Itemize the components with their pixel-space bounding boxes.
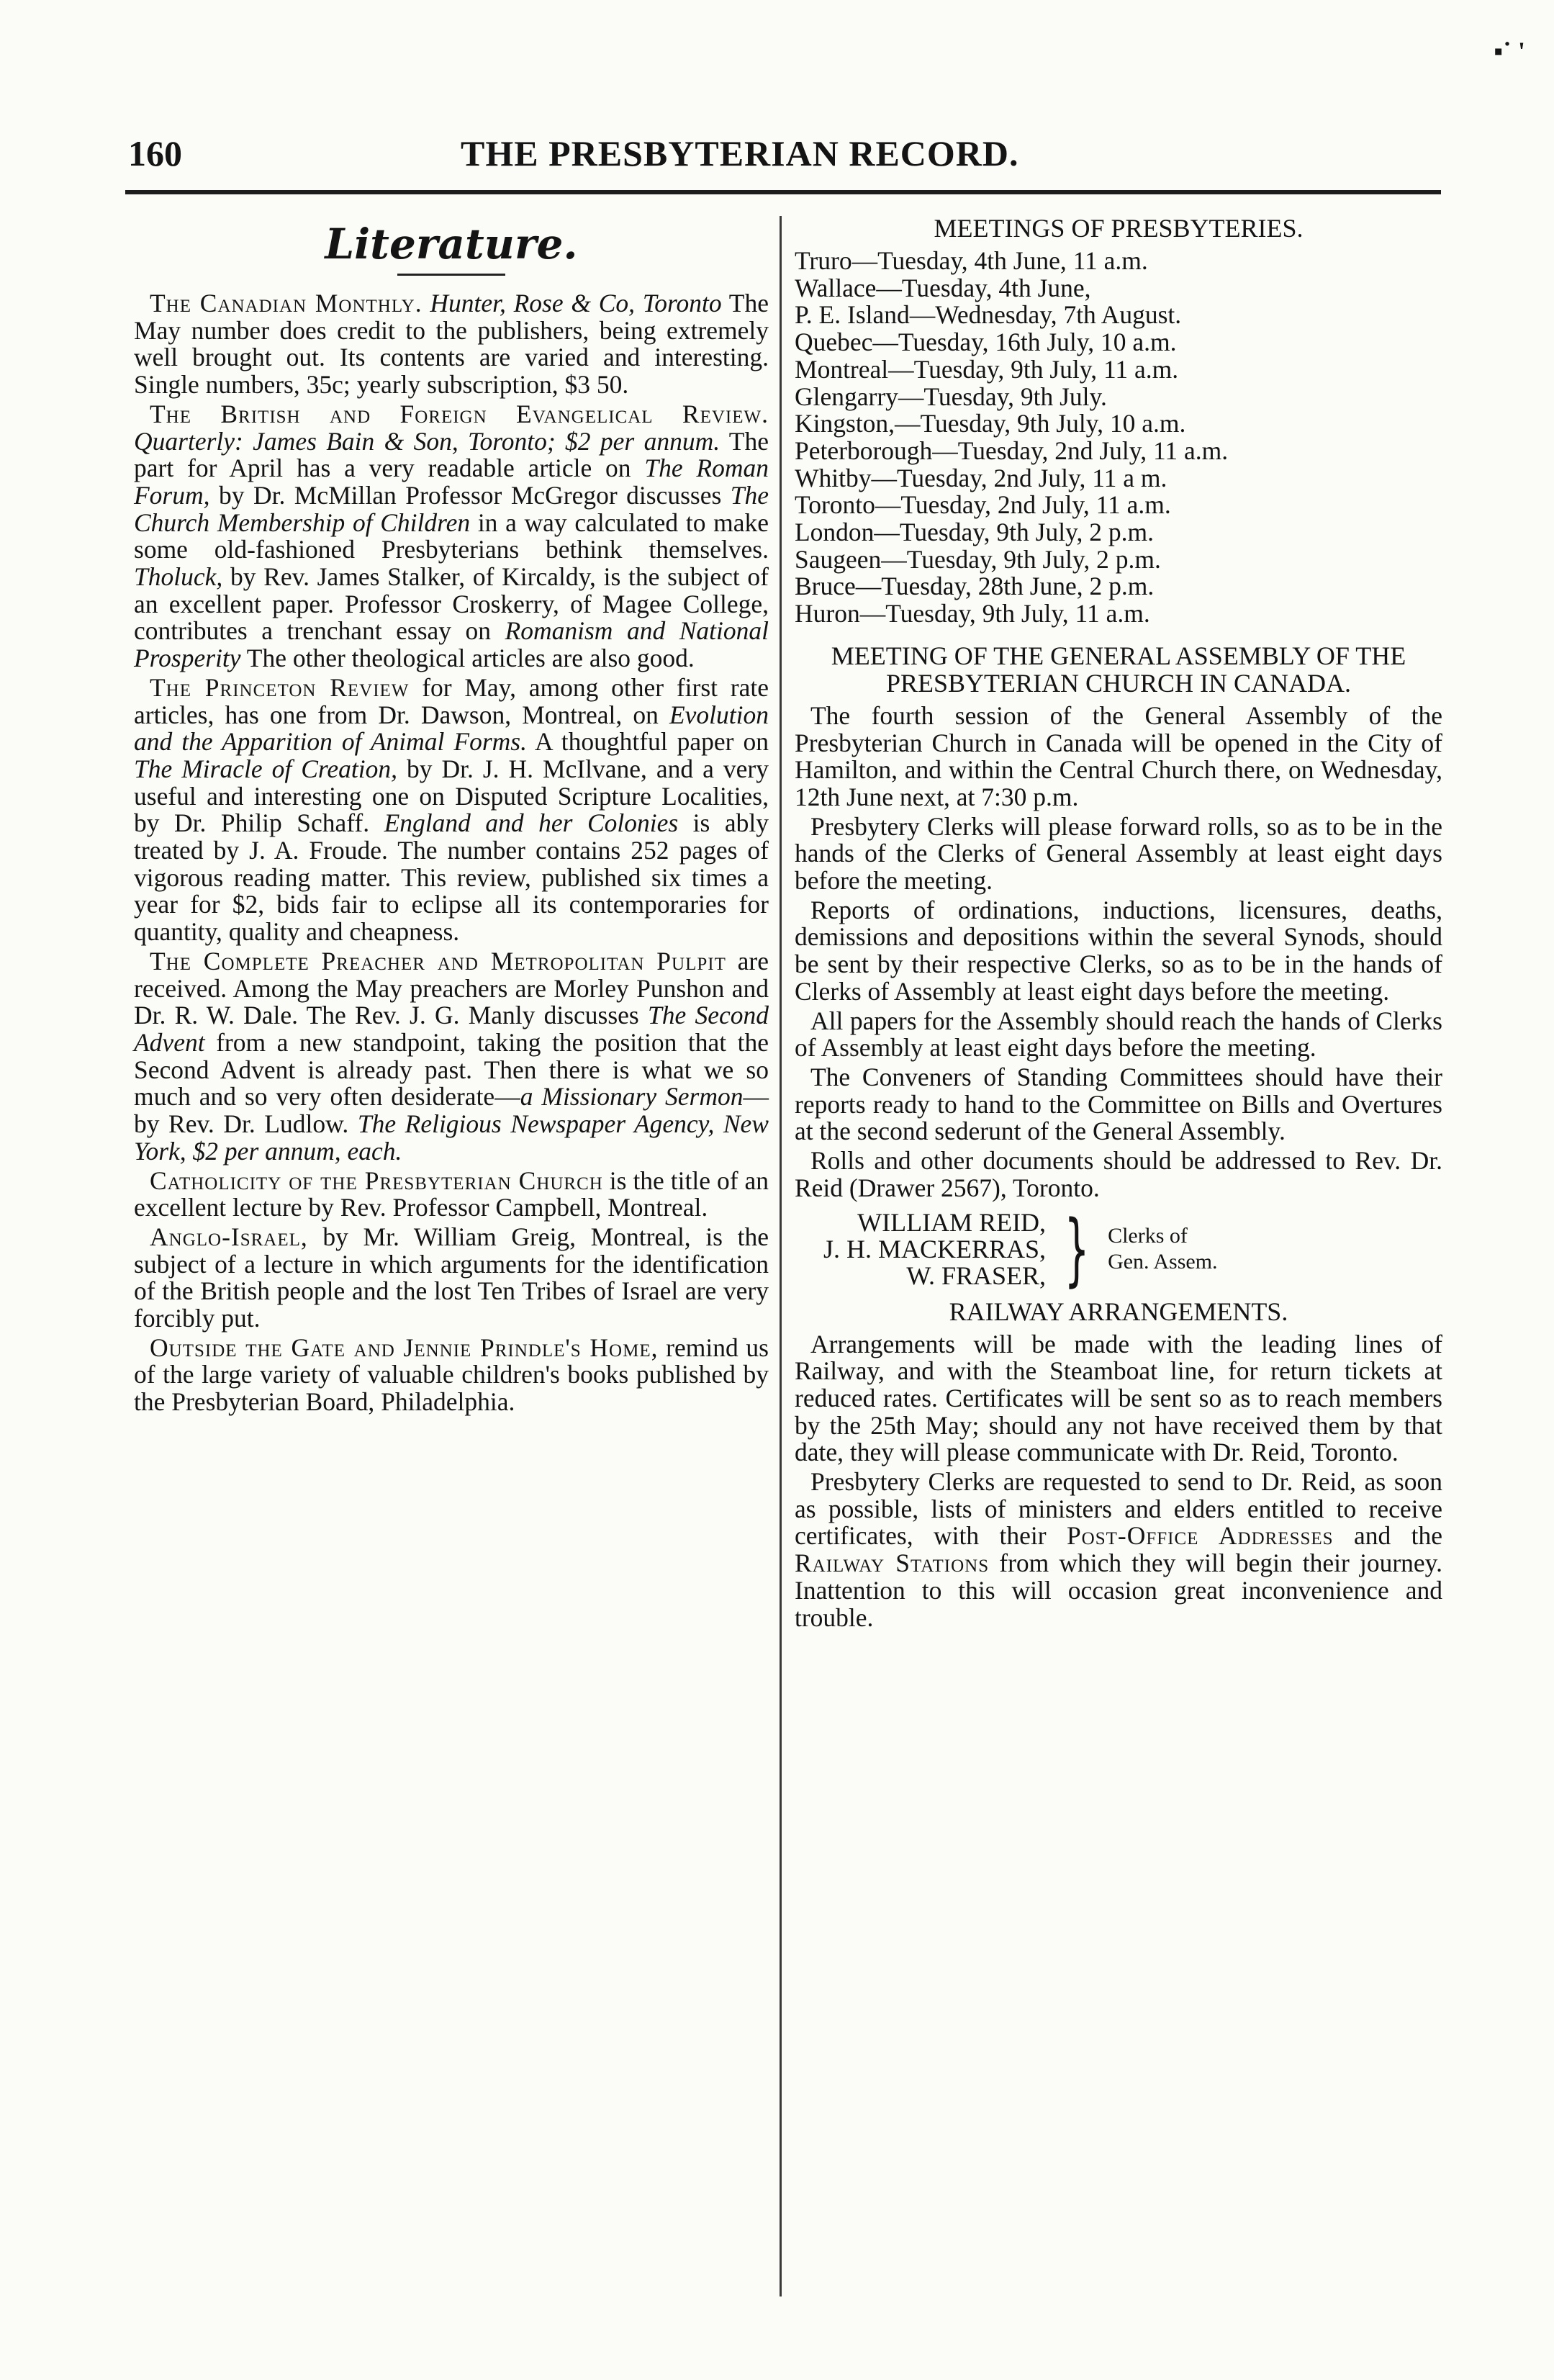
publisher: Quarterly: James Bain & Son, Toronto; $2 per annum.: [134, 426, 720, 456]
signature-block: [823, 1203, 1442, 1295]
railway-text: and the: [1333, 1521, 1442, 1551]
signer-names: [823, 1209, 1046, 1289]
railway-heading: RAILWAY ARRANGEMENTS.: [949, 1297, 1288, 1326]
review-text: is ably treated by J. A. Froude. The number contains 252 pages of vigorous reading matter. This review, published six times a year for $2, bids fair to eclipse all its contemporaries for quantity, quality and cheapness.: [134, 808, 769, 947]
list-item: Huron—Tuesday, 9th July, 11 a.m.: [795, 599, 1150, 628]
article-title: England and her Colonies: [384, 808, 679, 838]
list-item: Truro—Tuesday, 4th June, 11 a.m.: [795, 246, 1148, 275]
publication-name: Anglo-Israel,: [150, 1222, 308, 1251]
section-title: Literature.: [325, 220, 578, 269]
publication-name: The British and Foreign Evangelical Review.: [150, 399, 769, 428]
assembly-paragraph: Presbytery Clerks will please forward rolls, so as to be in the hands of the Clerks of General Assembly at least eight days before the meeting.: [795, 811, 1442, 896]
review-text: from a new standpoint, taking the position that the Second Advent is already past. Then there is what we so much and so very often desiderate—: [134, 1027, 769, 1112]
railway-text: Presbytery Clerks are requested to send to Dr. Reid, as soon as possible, lists of ministers and elders entitled to receive certificates, with their: [795, 1467, 1442, 1551]
review-text: The other theological articles are also good.: [240, 644, 695, 673]
article-title: The Religious Newspaper Agency, New York, $2 per annum, each.: [134, 1109, 769, 1166]
review-text: remind us of the large variety of valuable children's books published by the Presbyterian Board, Philadelphia.: [134, 1333, 769, 1417]
review-text: The May number does credit to the publishers, being extremely well brought out. Its contents are varied and interesting. Single numbers, 35c; yearly subscription, $3 50.: [134, 289, 769, 400]
ink-mark: ▪˙ ': [1494, 37, 1525, 66]
publication-name: Catholicity of the Presbyterian Church: [150, 1166, 603, 1195]
review-text: A thoughtful paper on: [526, 727, 769, 757]
article-title: The Second Advent: [134, 1001, 769, 1057]
article-title: Evolution and the Apparition of Animal Forms.: [134, 700, 769, 757]
page-number: 160: [128, 133, 182, 173]
publication-name: The Canadian Monthly.: [150, 289, 423, 317]
signer-name: J. H. MACKERRAS,: [823, 1234, 1047, 1263]
article-title: Romanism and National Prosperity: [134, 616, 769, 673]
review-text: by Rev. James Stalker, of Kircaldy, is the subject of an excellent paper. Professor Croskerry, of Magee College, contributes a trenchant essay on: [134, 562, 769, 646]
list-item: London—Tuesday, 9th July, 2 p.m.: [795, 518, 1154, 547]
list-item: Peterborough—Tuesday, 2nd July, 11 a.m.: [795, 436, 1229, 465]
publication-name: The Princeton Review: [150, 672, 410, 702]
list-item: Whitby—Tuesday, 2nd July, 11 a m.: [795, 463, 1167, 492]
review-text: by Mr. William Greig, Montreal, is the subject of a lecture in which arguments for the identification of the British people and the lost Ten Tribes of Israel are very forcibly put.: [134, 1222, 769, 1333]
signer-role-line: Gen. Assem.: [1108, 1250, 1218, 1274]
review-text: in a way calculated to make some old-fashioned Presbyterians bethink themselves.: [134, 508, 769, 564]
review-canadian-monthly: [134, 290, 769, 399]
title-rule: [397, 274, 505, 276]
list-item: Quebec—Tuesday, 16th July, 10 a.m.: [795, 328, 1177, 357]
review-text: The part for April has a very readable article on: [134, 426, 769, 483]
article-title: Tholuck,: [134, 562, 223, 592]
signer-name: W. FRASER,: [906, 1261, 1047, 1290]
list-item: P. E. Island—Wednesday, 7th August.: [795, 300, 1182, 330]
review-catholicity: [134, 1168, 769, 1222]
article-title: The Roman Forum,: [134, 454, 769, 510]
header-rule: [125, 190, 1441, 194]
review-text: by Dr. McMillan Professor McGregor discusses: [209, 480, 731, 510]
assembly-paragraph: The Conveners of Standing Committees should have their reports ready to hand to the Committee on Bills and Overtures at the second sederunt of the General Assembly.: [795, 1062, 1442, 1146]
brace-icon: }: [1064, 1203, 1090, 1295]
publication-name: Outside the Gate and Jennie Prindle's Home,: [150, 1333, 659, 1362]
assembly-paragraph: The fourth session of the General Assembly of the Presbyterian Church in Canada will be opened in the City of Hamilton, and within the Central Church there, on Wednesday, 12th June next, at 7:30 p.m.: [795, 700, 1442, 811]
review-anglo-israel: [134, 1224, 769, 1333]
article-title: The Church Membership of Children: [134, 480, 769, 537]
review-text: are received. Among the May preachers are Morley Punshon and Dr. R. W. Dale. The Rev. J. G. Manly discusses: [134, 946, 769, 1030]
publisher: Hunter, Rose & Co, Toronto: [430, 289, 722, 317]
review-text: is the title of an excellent lecture by Rev. Professor Campbell, Montreal.: [134, 1166, 769, 1222]
list-item: Kingston,—Tuesday, 9th July, 10 a.m.: [795, 409, 1186, 438]
review-text: by Dr. J. H. McIlvane, and a very useful and interesting one on Disputed Scripture Localities, by Dr. Philip Schaff.: [134, 754, 769, 838]
right-column: [795, 210, 1442, 1631]
running-title: THE PRESBYTERIAN RECORD.: [461, 133, 1019, 173]
list-item: Toronto—Tuesday, 2nd July, 11 a.m.: [795, 490, 1171, 520]
review-text: for May, among other first rate articles, has one from Dr. Dawson, Montreal, on: [134, 672, 769, 729]
list-item: Bruce—Tuesday, 28th June, 2 p.m.: [795, 572, 1155, 601]
review-outside-the-gate: [134, 1335, 769, 1416]
article-title: The Miracle of Creation,: [134, 754, 397, 783]
review-princeton: [134, 672, 769, 947]
review-complete-preacher: [134, 948, 769, 1166]
railway-paragraph: [795, 1469, 1442, 1631]
assembly-paragraph: Reports of ordinations, inductions, licensures, deaths, demissions and depositions within the several Synods, should be sent by their respective Clerks, so as to be in the hands of Clerks of Assembly at least eight days before the meeting.: [795, 895, 1442, 1006]
article-title: a Missionary Sermon: [520, 1082, 744, 1112]
review-british-foreign: [134, 401, 769, 672]
railway-text: from which they will begin their journey. Inattention to this will occasion great inconvenience and trouble.: [795, 1549, 1442, 1632]
list-item: Wallace—Tuesday, 4th June,: [795, 273, 1091, 302]
assembly-paragraph: All papers for the Assembly should reach the hands of Clerks of Assembly at least eight days before the meeting.: [795, 1006, 1442, 1063]
list-item: Montreal—Tuesday, 9th July, 11 a.m.: [795, 354, 1179, 384]
signer-role-line: Clerks of: [1108, 1224, 1188, 1248]
signer-role: [1108, 1223, 1218, 1275]
meetings-heading: MEETINGS OF PRESBYTERIES.: [934, 214, 1304, 243]
meetings-list: [795, 248, 1442, 628]
railway-paragraph: Arrangements will be made with the leading lines of Railway, and with the Steamboat line, for return tickets at reduced rates. Certificates will be sent so as to reach members by the 25th May; should any not have received them by that date, they will please communicate with Dr. Reid, Toronto.: [795, 1329, 1442, 1467]
column-divider: [780, 216, 782, 2296]
assembly-paragraph: Rolls and other documents should be addressed to Rev. Dr. Reid (Drawer 2567), Toronto.: [795, 1146, 1442, 1202]
list-item: Glengarry—Tuesday, 9th July.: [795, 382, 1107, 411]
railway-emphasis: Railway Stations: [795, 1549, 990, 1578]
railway-emphasis: Post-Office Addresses: [1066, 1521, 1334, 1551]
assembly-heading: MEETING OF THE GENERAL ASSEMBLY OF THE PRESBYTERIAN CHURCH IN CANADA.: [831, 641, 1406, 698]
list-item: Saugeen—Tuesday, 9th July, 2 p.m.: [795, 544, 1161, 574]
publication-name: The Complete Preacher and Metropolitan Pulpit: [150, 946, 726, 975]
signer-name: WILLIAM REID,: [857, 1207, 1047, 1237]
left-column: [134, 210, 769, 1416]
review-text: —by Rev. Dr. Ludlow.: [134, 1082, 769, 1139]
